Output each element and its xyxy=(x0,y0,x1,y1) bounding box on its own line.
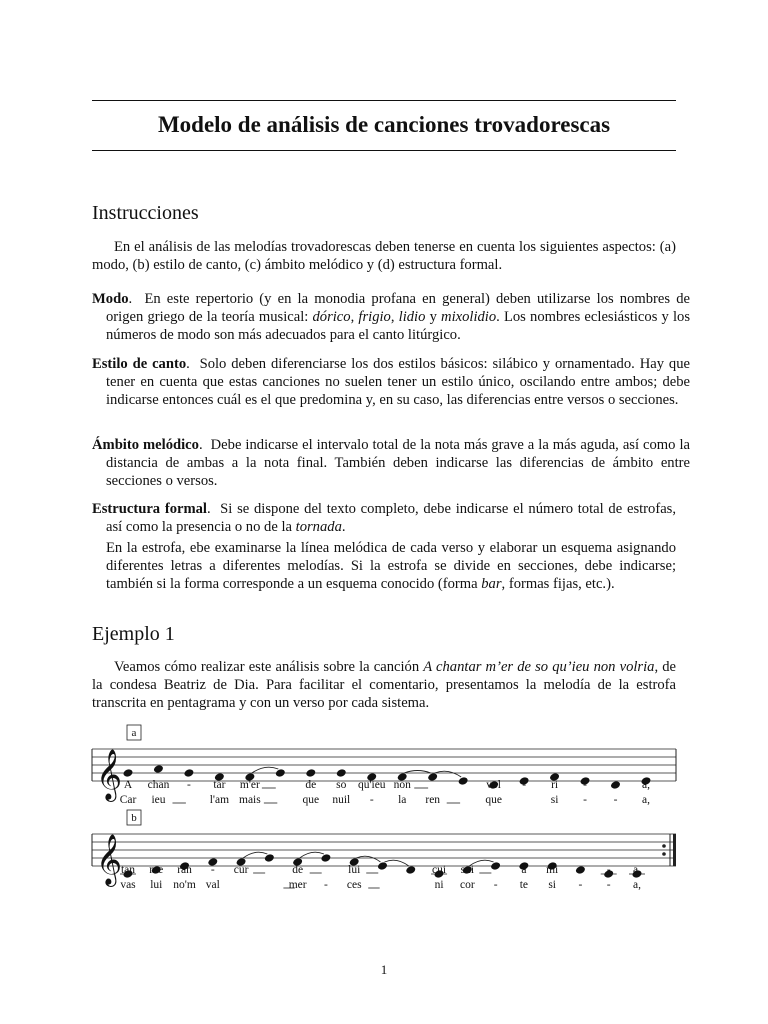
section-label: a xyxy=(131,727,137,739)
estructura-text: , formas fijas, etc.). xyxy=(501,576,615,592)
lyric-syllable: que xyxy=(302,794,320,806)
lyric-syllable: de xyxy=(305,779,317,791)
slur xyxy=(300,852,324,858)
note-head xyxy=(427,772,438,782)
staff-system-a xyxy=(92,725,676,806)
lyric-syllable: a. xyxy=(633,864,641,876)
note-head xyxy=(183,768,194,778)
lyric-syllable: cur xyxy=(233,864,249,876)
lyric-syllable: chan xyxy=(147,779,170,791)
song-title: A chantar m’er de so qu’ieu non volria xyxy=(423,659,655,675)
repeat-dot xyxy=(662,844,666,848)
estilo-item: Estilo de canto. Solo deben diferenciarse los dos estilos básicos: silábico y ornamentado. Hay que tener en cuenta que estas canciones no suelen tener un estilo único, oscilando entre ambos; debe indicarse entonces cuál es el que predomina y, en su caso, las diferencias entre versos o secciones. xyxy=(92,356,690,408)
estilo-text: Solo deben diferenciarse los dos estilos básicos: silábico y ornamentado. Hay que tener en cuenta que estas canciones no suelen tener un estilo único, oscilando entre ambos; debe indicarse entonces cuál es el que predomina y, en su caso, las diferencias entre versos o secciones. xyxy=(106,356,690,408)
note-head xyxy=(264,853,275,863)
ambito-term: Ámbito melódico xyxy=(92,437,199,453)
modo-sep: y xyxy=(425,309,442,325)
lyric-syllable: Car xyxy=(119,794,137,806)
lyric-syllable: - xyxy=(583,779,587,791)
lyric-syllable: no'm xyxy=(173,879,196,891)
note-head xyxy=(305,768,316,778)
lyric-syllable: - xyxy=(210,864,215,876)
modo-em: lidio xyxy=(398,309,426,325)
estructura-em: bar xyxy=(481,576,502,592)
lyric-syllable: a xyxy=(521,864,527,876)
modo-em: dórico xyxy=(312,309,351,325)
modo-em: frigio xyxy=(358,309,391,325)
treble-clef-icon: 𝄞 xyxy=(96,749,123,800)
lyric-syllable: - xyxy=(613,779,618,791)
lyric-syllable: nuil xyxy=(332,794,351,806)
lyric-syllable: ces xyxy=(346,879,362,891)
lyric-syllable: sui xyxy=(460,864,475,876)
lyric-syllable: mer xyxy=(288,879,307,891)
estructura-term: Estructura formal xyxy=(92,501,207,517)
lyric-syllable: tar xyxy=(213,779,226,791)
lyric-syllable: me xyxy=(149,864,164,876)
example-text: , de la condesa Beatriz de Dia. Para facilitar el comentario, presentamos la melodía de la estrofa transcrita en pentagrama y con un verso por cada sistema. xyxy=(92,659,676,711)
lyric-syllable: - xyxy=(187,779,191,791)
estructura-em: tornada xyxy=(295,519,342,535)
note-head xyxy=(405,865,416,875)
estructura-text: . xyxy=(341,519,346,535)
estructura-item: Estructura formal. Si se dispone del texto completo, debe indicarse el número total de estrofas, así como la presencia o no de la tornada. En la estrofa, ebe examinarse la línea melódica de cada verso y elaborar un esquema asignando diferentes letras a diferentes melodías. Si la estrofa se divide en secciones, debe indicarse; también si la forma corresponde a un esquema conocido (forma bar, formas fijas, etc.). xyxy=(92,501,676,592)
page-number: 1 xyxy=(380,962,388,977)
slur xyxy=(252,767,278,773)
ambito-item: Ámbito melódico. Debe indicarse el intervalo total de la nota más grave a la más aguda, así como la distancia de ambas a la nota final. También deben indicarse las diferencias de ámbito entre secciones o versos. xyxy=(92,437,690,489)
lyric-syllable: ieu xyxy=(151,794,166,806)
modo-item: Modo. En este repertorio (y en la monodia profana en general) deben utilizarse los nombres de origen griego de la teoría musical: dórico, frigio, lidio y mixolidio. Los nombres eclesiásticos y los números de modo son más adecuados para el canto litúrgico. xyxy=(92,291,691,343)
lyric-syllable: te xyxy=(519,879,529,891)
lyric-syllable: cor xyxy=(459,879,475,891)
modo-text: En este repertorio (y en la monodia profana en general) deben utilizarse los nombres de origen griego de la teoría musical: xyxy=(106,291,690,325)
lyric-syllable: A xyxy=(123,779,133,791)
lyric-syllable: l'am xyxy=(209,794,230,806)
instructions-heading: Instrucciones xyxy=(92,202,199,224)
treble-clef-icon: 𝄞 xyxy=(96,834,123,885)
lyric-syllable: si xyxy=(550,794,559,806)
lyric-syllable: a, xyxy=(642,779,650,791)
lyric-syllable: tan xyxy=(120,864,136,876)
note-head xyxy=(320,853,331,863)
lyric-syllable: - xyxy=(606,864,611,876)
section-label: b xyxy=(131,812,137,824)
page-title: Modelo de análisis de canciones trovadorescas xyxy=(157,112,611,137)
lyric-syllable: la xyxy=(398,794,407,806)
ambito-text: Debe indicarse el intervalo total de la nota más grave a la más aguda, así como la distancia de ambas a la nota final. También deben indicarse las diferencias de ámbito entre secciones o versos. xyxy=(106,437,690,489)
note-head xyxy=(377,861,388,871)
slur xyxy=(243,852,267,858)
note-head xyxy=(336,768,347,778)
note-head xyxy=(123,768,134,778)
lyric-syllable: - xyxy=(613,794,618,806)
modo-em: mixolidio xyxy=(441,309,497,325)
lyric-syllable: a, xyxy=(642,794,650,806)
lyric-syllable: ni xyxy=(434,879,444,891)
estructura-text: En la estrofa, ebe examinarse la línea melódica de cada verso y elaborar un esquema asignando diferentes letras a diferentes melodías. Si la estrofa se divide en secciones, debe indicarse; también si la forma corresponde a un esquema conocido (forma xyxy=(106,540,676,592)
example-heading: Ejemplo 1 xyxy=(92,623,175,645)
lyric-syllable: ran xyxy=(177,864,192,876)
estilo-term: Estilo de canto xyxy=(92,356,187,372)
lyric-syllable: val xyxy=(205,879,220,891)
example-text: Veamos cómo realizar este análisis sobre la canción xyxy=(114,659,424,675)
lyric-syllable: ri xyxy=(551,779,559,791)
slur xyxy=(435,771,461,777)
lyric-syllable: - xyxy=(369,794,374,806)
lyric-syllable: so xyxy=(336,779,347,791)
slur xyxy=(356,856,380,862)
lyric-syllable: mi xyxy=(546,864,559,876)
lyric-syllable: - xyxy=(522,779,527,791)
lyric-syllable: qu'ieu xyxy=(357,779,386,791)
lyric-syllable: mais xyxy=(239,794,261,806)
lyric-syllable: vol xyxy=(486,779,501,791)
staff-system-b xyxy=(92,810,676,891)
lyric-syllable: lui xyxy=(150,879,163,891)
note-head xyxy=(153,764,164,774)
modo-term: Modo xyxy=(92,291,129,307)
lyric-syllable: - xyxy=(578,879,583,891)
lyric-syllable: m'er xyxy=(239,779,260,791)
lyric-syllable: lui xyxy=(348,864,361,876)
lyric-syllable: a, xyxy=(633,879,641,891)
lyric-syllable: non xyxy=(393,779,411,791)
lyric-syllable: - xyxy=(493,879,498,891)
lyric-syllable: de xyxy=(292,864,304,876)
lyric-syllable: vas xyxy=(120,879,136,891)
lyric-syllable: - xyxy=(578,864,583,876)
estructura-text: Si se dispone del texto completo, debe indicarse el número total de estrofas, así como la presencia o no de la xyxy=(106,501,676,535)
modo-sep: , xyxy=(350,309,359,325)
lyric-syllable: - xyxy=(606,879,611,891)
modo-text: . Los nombres eclesiásticos y los números de modo son más adecuados para el canto litúrgico. xyxy=(106,309,691,343)
lyric-syllable: si xyxy=(548,879,557,891)
note-head xyxy=(490,861,501,871)
lyric-syllable: que xyxy=(485,794,502,806)
lyric-syllable: - xyxy=(583,794,587,806)
lyric-syllable: ren xyxy=(425,794,441,806)
lyric-syllable: - xyxy=(324,879,328,891)
lyric-syllable: cui xyxy=(432,864,447,876)
instructions-intro: En el análisis de las melodías trovadorescas deben tenerse en cuenta los siguientes aspectos: (a) modo, (b) estilo de canto, (c) ámbito melódico y (d) estructura formal. xyxy=(92,239,676,273)
note-head xyxy=(458,776,469,786)
note-head xyxy=(275,768,286,778)
repeat-dot xyxy=(662,852,666,856)
modo-sep: , xyxy=(390,309,399,325)
slur xyxy=(385,860,409,866)
